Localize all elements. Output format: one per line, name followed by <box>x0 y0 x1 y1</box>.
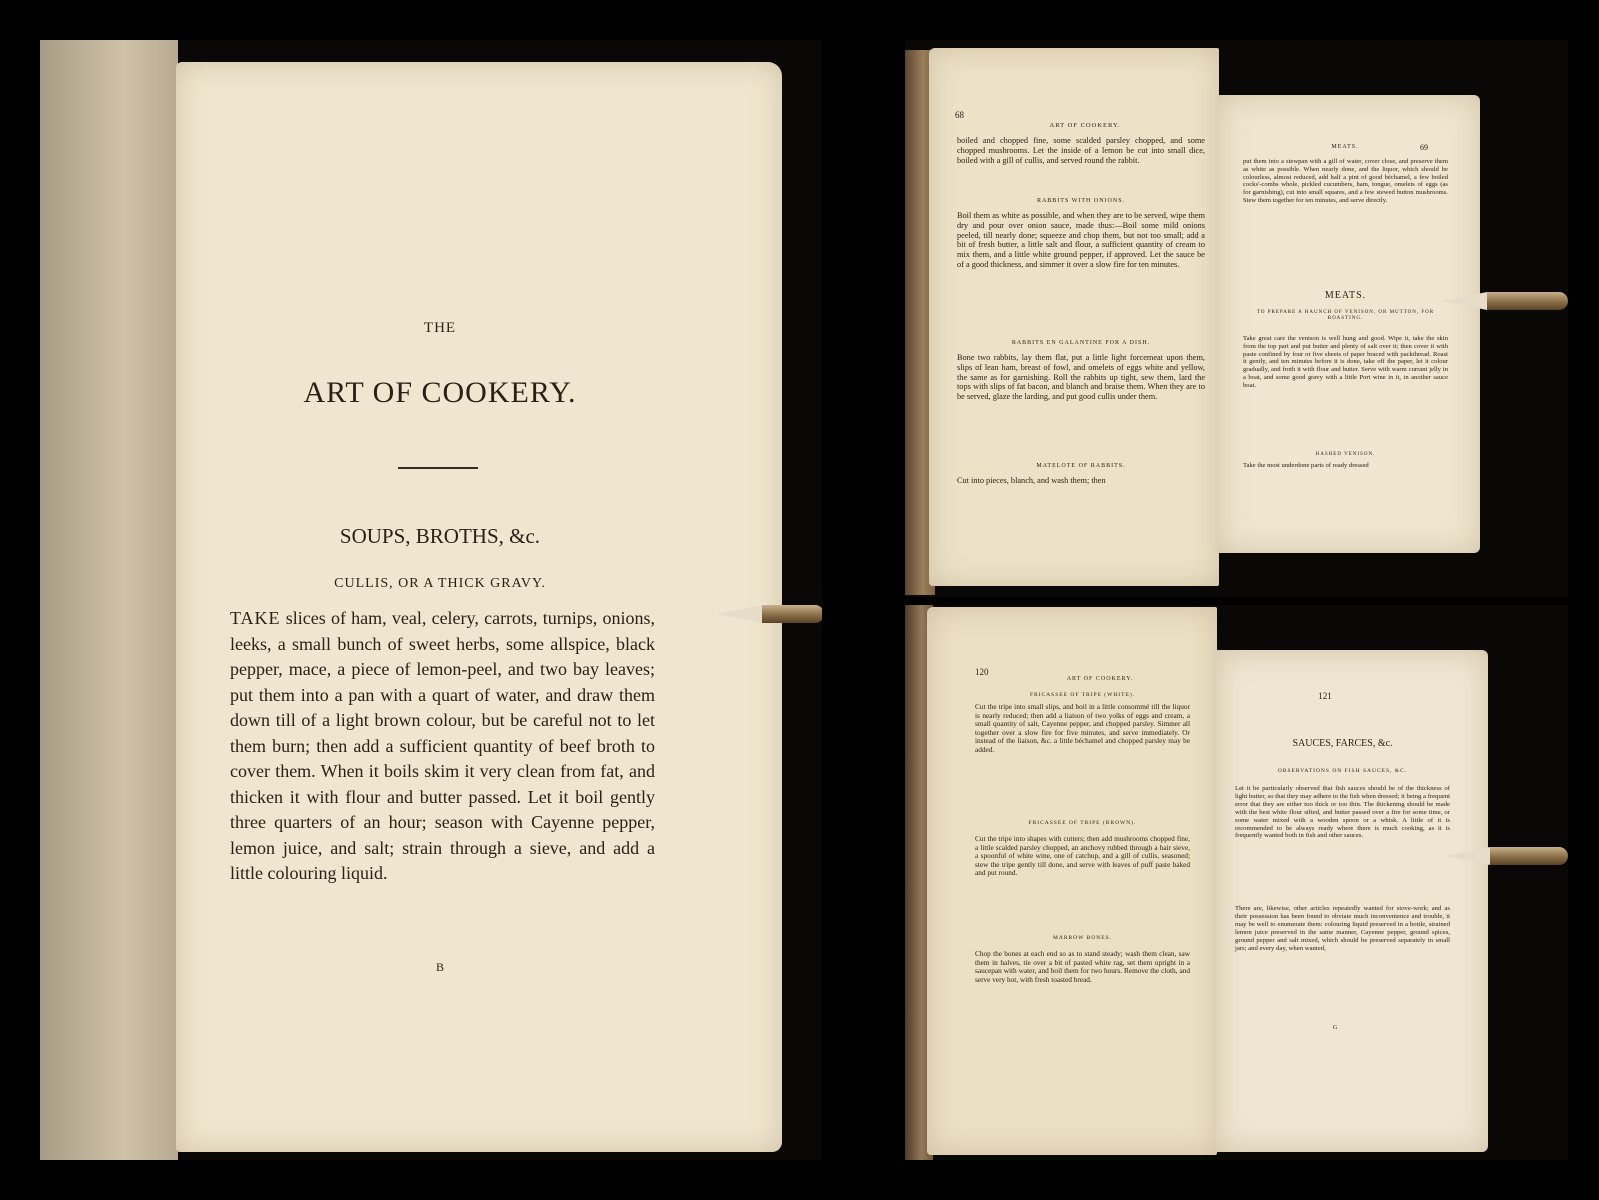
paragraph: Cut into pieces, blanch, and wash them; then <box>957 476 1106 485</box>
paragraph: Chop the bones at each end so as to stand steady; wash them clean, saw them in halves, tie over a bit of pasted white rag, set them upright in a saucepan with water, and boil them for two hours. Remove the cloth, and serve very hot, with fresh toasted bread. <box>975 949 1190 984</box>
running-head: ART OF COOKERY. <box>1066 676 1134 682</box>
paragraph: Take great care the venison is well hung and good. Wipe it, take the skin from the top part and put butter and plenty of salt over it; then cover it with paste confined by four or five sheets of paper braced with packthread. Roast it gently, and ten minutes before it is done, take off the paper, let it colour gradually, and froth it with flour and butter. Serve with warm currant jelly in a boat, and some good gravy with a little Port wine in it, in another sauce boat. <box>1243 335 1448 389</box>
recipe-heading: MARROW BONES. <box>1052 935 1113 941</box>
recipe-heading: MATELOTE OF RABBITS. <box>1036 463 1126 469</box>
facing-page-edge <box>40 40 178 1160</box>
recipe-heading: HASHED VENISON. <box>1315 452 1376 457</box>
recipe-heading: RABBITS WITH ONIONS. <box>1036 198 1126 204</box>
recipe-heading: CULLIS, OR A THICK GRAVY. <box>334 576 546 591</box>
paragraph: Let it be particularly observed that fish sauces should be of the thickness of light butter, so that they may adhere to the fish when dressed; it being a frequent error that they are either too thick or too thin. The thickening should be made with the best white flour sifted, and butter passed over a fire for some time, or some water mixed with a wooden spoon or a whisk. A little of it is recommended to be always ready where there is much cooking, as it is frequently wanted both in fish and other sauces. <box>1235 785 1450 840</box>
title-the: THE <box>423 320 457 336</box>
paragraph: put them into a stewpan with a gill of water, cover close, and preserve them as white as possible. When nearly done, and the liquor, which should be colourless, almost reduced, add half a pint of good béchamel, a few boiled cocks'-combs whole, pickled cucumbers, ham, tongue, omelets of eggs (as for garnishing), cut into small squares, and a few stewed button mushrooms. Stew them together for ten minutes, and serve directly. <box>1243 158 1448 204</box>
page-number: 120 <box>975 667 989 677</box>
pointer-tip <box>1490 847 1568 865</box>
paragraph: Bone two rabbits, lay them flat, put a little light forcemeat upon them, slips of lean ham, breast of fowl, and omelets of eggs white and yellow, the same as for garnishing. Roll the rabbits up tight, sew them, lard the tops with slips of fat bacon, and blanch and braise them. When they are to be served, glaze the larding, and put good cullis under them. <box>957 353 1205 402</box>
paragraph: Take the most underdone parts of ready dressed <box>1243 462 1369 469</box>
pointer-tip <box>762 605 822 623</box>
top-spread-photo <box>905 40 1568 597</box>
page-number: 68 <box>955 110 964 120</box>
page-number: 121 <box>1318 691 1332 701</box>
recipe-heading: RABBITS EN GALANTINE FOR A DISH. <box>1011 340 1151 346</box>
paragraph: boiled and chopped fine, some scalded parsley chopped, and some chopped mushrooms. Let the inside of a lemon be cut into small dice, boiled with a gill of cullis, and served round the rabbit. <box>957 136 1205 165</box>
section-title: SAUCES, FARCES, &c. <box>1292 738 1393 749</box>
recipe-heading: OBSERVATIONS ON FISH SAUCES, &C. <box>1277 768 1408 774</box>
recipe-heading: FRICASSEE OF TRIPE (WHITE). <box>1029 692 1136 698</box>
pointer-tip <box>1487 292 1568 310</box>
paragraph: Cut the tripe into small slips, and boil in a little consommé till the liquor is nearly reduced; then add a liaison of two yolks of eggs and cream, a small quantity of salt, Cayenne pepper, and chopped parsley. Simmer all together over a slow fire for five minutes, and serve immediately. Or instead of the liaison, &c. a little béchamel and chopped parsley may be added. <box>975 702 1190 755</box>
page-120 <box>927 607 1217 1155</box>
title-page-photo <box>40 40 822 1160</box>
bottom-spread-photo <box>905 605 1568 1160</box>
section-title: MEATS. <box>1324 290 1367 301</box>
section-title: SOUPS, BROTHS, &c. <box>339 524 541 548</box>
page-number: 69 <box>1420 143 1428 152</box>
paragraph: Cut the tripe into shapes with cutters; then add mushrooms chopped fine, a little scalded parsley chopped, an anchovy rubbed through a hair sieve, a spoonful of white wine, one of catchup, and a gill of cullis, seasoned; stew the tripe gently till done, and serve with leaves of puff paste baked and put round. <box>975 834 1190 878</box>
page-121 <box>1216 650 1488 1152</box>
signature-mark: B <box>435 960 444 974</box>
recipe-heading: FRICASSEE OF TRIPE (BROWN). <box>1028 820 1137 826</box>
recipe-heading: TO PREPARE A HAUNCH OF VENISON, OR MUTTON, FOR ROASTING. <box>1256 310 1435 321</box>
recipe-body <box>230 606 655 887</box>
signature-mark: G <box>1332 1025 1338 1031</box>
book-title: ART OF COOKERY. <box>303 376 577 409</box>
drop-word: TAKE <box>230 608 281 628</box>
recipe-text: slices of ham, veal, celery, carrots, turnips, onions, leeks, a small bunch of sweet herbs, some allspice, black pepper, mace, a piece of lemon-peel, and two bay leaves; put them into a pan with a quart of water, and draw them down till of a light brown colour, but be careful not to let them burn; then add a sufficient quantity of beef broth to cover them. When it boils skim it very clean from fat, and thicken it with flour and butter passed. Let it boil gently three quarters of an hour; season with Cayenne pepper, lemon juice, and salt; strain through a sieve, and add a little colouring liquid. <box>230 608 655 883</box>
paragraph: There are, likewise, other articles repeatedly wanted for stove-work; and as their possession has been found to obviate much inconvenience and trouble, it may be well to enumerate them: colouring liquid preserved in a bottle, strained lemon juice preserved in the same manner, Cayenne pepper, ground spices, ground pepper and salt mixed, which should be preserved separately in small jars; and every day, when wanted, <box>1235 905 1450 952</box>
title-rule <box>398 467 478 469</box>
running-head: MEATS. <box>1331 144 1359 150</box>
running-head: ART OF COOKERY. <box>1049 122 1121 129</box>
paragraph: Boil them as white as possible, and when they are to be served, wipe them dry and pour over onion sauce, made thus:—Boil some mild onions peeled, till nearly done; squeeze and chop them, but not too small; add a bit of fresh butter, a little salt and flour, a sufficient quantity of cream to mix them, and a little white ground pepper, if approved. Let the sauce be of a good thickness, and simmer it over a slow fire for ten minutes. <box>957 211 1205 269</box>
